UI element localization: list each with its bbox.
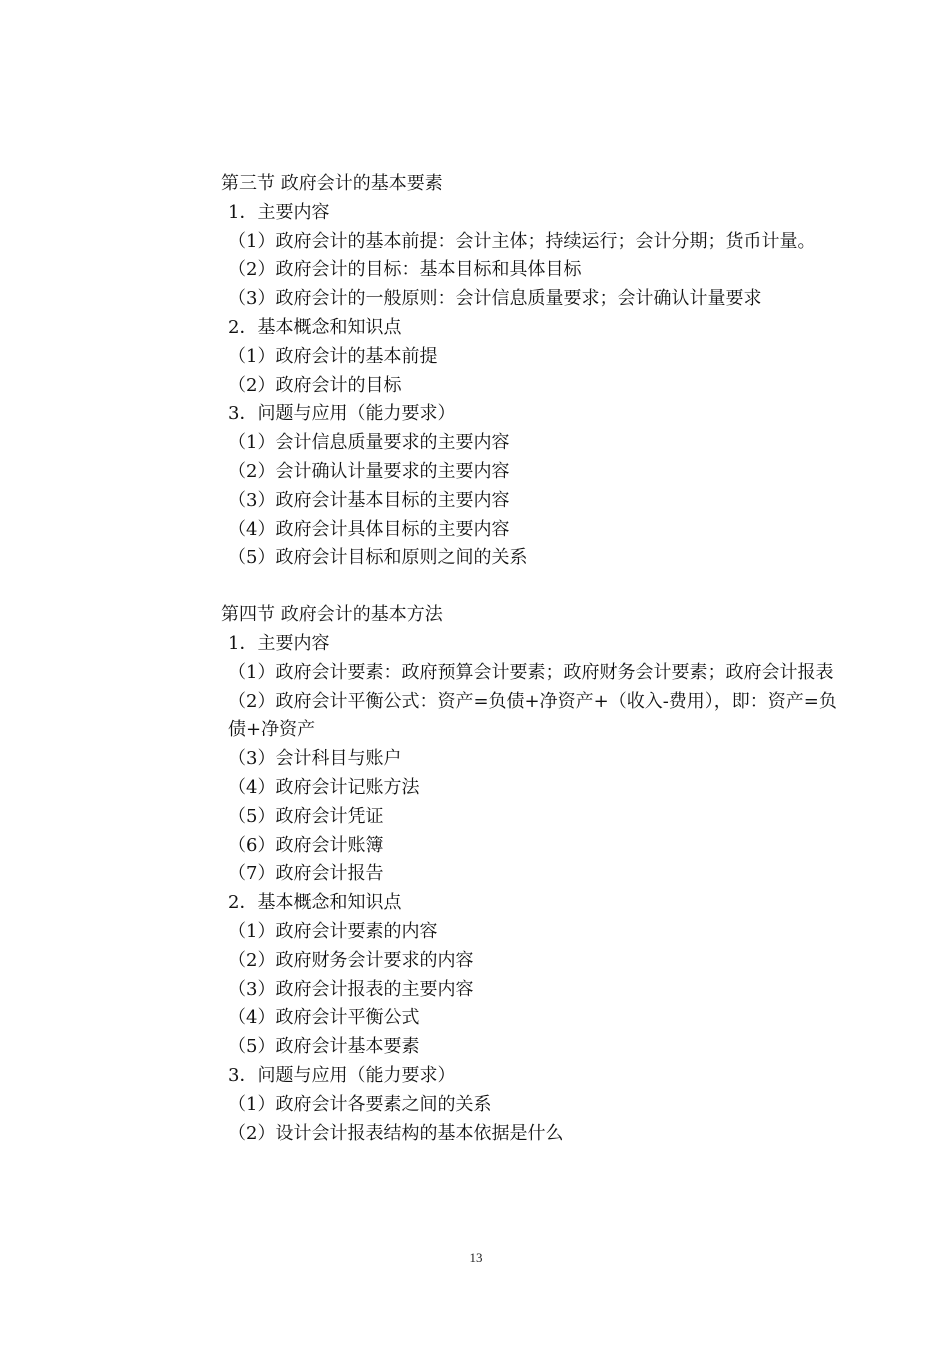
list-item: （1）政府会计要素的内容 [228, 920, 438, 942]
list-item: （2）设计会计报表结构的基本依据是什么 [228, 1122, 564, 1144]
section-divider [221, 573, 851, 601]
list-item: （4）政府会计具体目标的主要内容 [228, 518, 510, 540]
list-item: （2）政府会计的目标：基本目标和具体目标 [228, 259, 582, 281]
list-item: （3）政府会计的一般原则：会计信息质量要求；会计确认计量要求 [228, 288, 762, 310]
list-item: （2）政府财务会计要求的内容 [228, 949, 474, 971]
list-item: （3）政府会计报表的主要内容 [228, 978, 474, 1000]
list-item: （1）会计信息质量要求的主要内容 [228, 432, 510, 454]
list-item: （1）政府会计的基本前提 [228, 345, 438, 367]
list-item: （1）政府会计要素：政府预算会计要素；政府财务会计要素；政府会计报表 [228, 661, 834, 683]
list-item: （2）政府会计的目标 [228, 374, 402, 396]
list-item: （2）会计确认计量要求的主要内容 [228, 460, 510, 482]
section-3-part-2-heading: 2．基本概念和知识点 [228, 316, 402, 338]
list-item: （1）政府会计的基本前提：会计主体；持续运行；会计分期；货币计量。 [228, 230, 816, 252]
list-item: （4）政府会计平衡公式 [228, 1007, 420, 1029]
list-item: （7）政府会计报告 [228, 863, 384, 885]
list-item: （4）政府会计记账方法 [228, 776, 420, 798]
section-3-part-1-heading: 1．主要内容 [228, 201, 330, 223]
list-item: （5）政府会计基本要素 [228, 1036, 420, 1058]
list-item: （1）政府会计各要素之间的关系 [228, 1093, 492, 1115]
list-item: （6）政府会计账簿 [228, 834, 384, 856]
list-item: （5）政府会计目标和原则之间的关系 [228, 547, 528, 569]
section-4-part-1-heading: 1．主要内容 [228, 632, 330, 654]
section-3-title: 第三节 政府会计的基本要素 [221, 173, 443, 194]
section-3-part-3-heading: 3．问题与应用（能力要求） [228, 403, 456, 425]
list-item: （2）政府会计平衡公式：资产=负债+净资产+（收入-费用），即：资产=负债+净资产 [228, 690, 837, 741]
section-4-part-2-heading: 2．基本概念和知识点 [228, 892, 402, 914]
list-item: （3）会计科目与账户 [228, 748, 402, 770]
list-item: （3）政府会计基本目标的主要内容 [228, 489, 510, 511]
list-item: （5）政府会计凭证 [228, 805, 384, 827]
page-number: 13 [469, 1250, 483, 1265]
page-body [221, 170, 851, 1148]
section-4-part-3-heading: 3．问题与应用（能力要求） [228, 1064, 456, 1086]
section-4-title: 第四节 政府会计的基本方法 [221, 604, 443, 626]
